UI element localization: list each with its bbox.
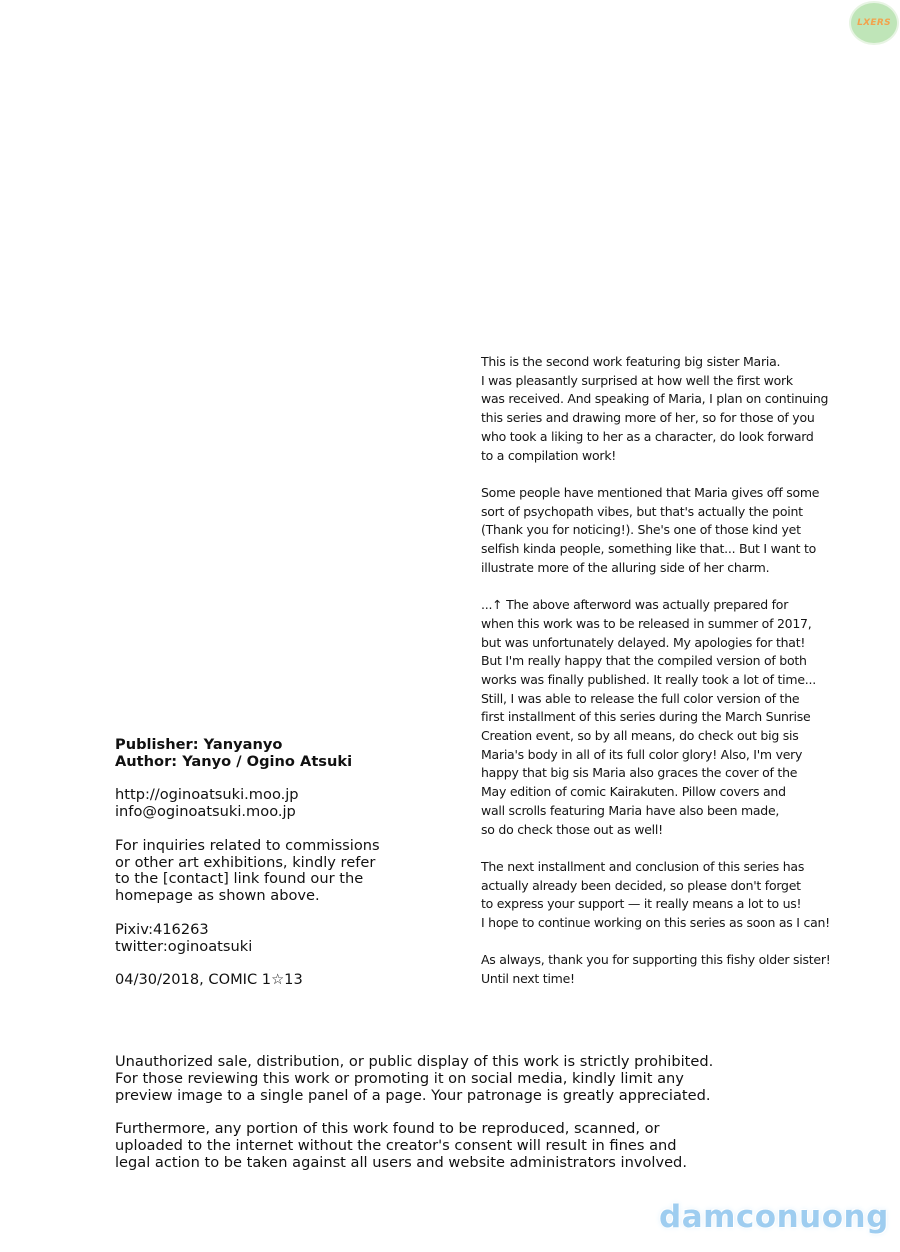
contact-block [115, 787, 435, 821]
afterword-line: The next installment and conclusion of this series has [481, 858, 805, 874]
inquiry-block [115, 838, 435, 905]
date-block [115, 972, 435, 989]
site-logo-text: LXERS [857, 18, 891, 28]
email-link[interactable]: info@oginoatsuki.moo.jp [115, 803, 296, 821]
afterword-line: Still, I was able to release the full color version of the [481, 690, 800, 706]
afterword-line: Some people have mentioned that Maria gives off some [481, 484, 820, 500]
afterword-line: Maria's body in all of its full color glory! Also, I'm very [481, 746, 803, 762]
site-logo-badge [851, 3, 897, 43]
afterword-line: sort of psychopath vibes, but that's actually the point [481, 503, 803, 519]
publisher-label: Publisher: Yanyanyo [115, 736, 283, 753]
notice-line: Furthermore, any portion of this work found to be reproduced, scanned, or [115, 1120, 660, 1138]
release-date: 04/30/2018, COMIC 1☆13 [115, 971, 303, 989]
social-block [115, 922, 435, 956]
notice-line: preview image to a single panel of a page. Your patronage is greatly appreciated. [115, 1086, 711, 1104]
afterword-line: illustrate more of the alluring side of her charm. [481, 559, 770, 575]
afterword-line: to a compilation work! [481, 447, 617, 463]
afterword-line: so do check those out as well! [481, 821, 663, 837]
afterword-line: ...↑ The above afterword was actually prepared for [481, 597, 789, 613]
afterword-line: when this work was to be released in summer of 2017, [481, 615, 812, 631]
notice-paragraph [115, 1121, 815, 1171]
afterword-paragraph [481, 858, 896, 933]
afterword-line: to express your support — it really means a lot to us! [481, 896, 802, 912]
author-label: Author: Yanyo / Ogino Atsuki [115, 752, 353, 770]
afterword-section [481, 353, 896, 1008]
afterword-line: selfish kinda people, something like that... But I want to [481, 541, 817, 557]
inquiry-line: to the [contact] link found our the [115, 870, 364, 888]
site-watermark: damconuong [659, 1199, 889, 1235]
afterword-line: Creation event, so by all means, do check out big sis [481, 728, 799, 744]
afterword-line: works was finally published. It really took a lot of time... [481, 671, 816, 687]
twitter-handle: twitter:oginoatsuki [115, 937, 253, 955]
notice-paragraph [115, 1054, 815, 1104]
afterword-paragraph [481, 484, 896, 578]
afterword-line: was received. And speaking of Maria, I plan on continuing [481, 391, 829, 407]
inquiry-line: homepage as shown above. [115, 887, 320, 905]
afterword-line: (Thank you for noticing!). She's one of those kind yet [481, 522, 801, 538]
notice-line: legal action to be taken against all users and website administrators involved. [115, 1153, 687, 1171]
afterword-line: But I'm really happy that the compiled version of both [481, 653, 807, 669]
afterword-line: This is the second work featuring big sister Maria. [481, 354, 781, 369]
notice-line: uploaded to the internet without the creator's consent will result in fines and [115, 1136, 677, 1154]
notice-line: For those reviewing this work or promoting it on social media, kindly limit any [115, 1069, 684, 1087]
afterword-line: actually already been decided, so please don't forget [481, 877, 801, 893]
inquiry-line: or other art exhibitions, kindly refer [115, 853, 376, 871]
inquiry-line: For inquiries related to commissions [115, 836, 380, 854]
afterword-line: I was pleasantly surprised at how well the first work [481, 372, 793, 388]
copyright-notice [115, 1054, 815, 1188]
website-link[interactable]: http://oginoatsuki.moo.jp [115, 786, 299, 804]
afterword-line: May edition of comic Kairakuten. Pillow covers and [481, 784, 786, 800]
afterword-line: wall scrolls featuring Maria have also been made, [481, 802, 780, 818]
pixiv-id: Pixiv:416263 [115, 920, 209, 938]
afterword-line: but was unfortunately delayed. My apologies for that! [481, 634, 806, 650]
afterword-line: first installment of this series during the March Sunrise [481, 709, 811, 725]
afterword-paragraph [481, 353, 896, 465]
afterword-paragraph [481, 596, 896, 839]
afterword-line: happy that big sis Maria also graces the cover of the [481, 765, 798, 781]
afterword-line: I hope to continue working on this series as soon as I can! [481, 915, 830, 931]
credits-block [115, 737, 435, 771]
afterword-line: who took a liking to her as a character, do look forward [481, 428, 814, 444]
publisher-info [115, 737, 435, 1006]
afterword-paragraph [481, 951, 896, 988]
afterword-line: Until next time! [481, 971, 575, 987]
notice-line: Unauthorized sale, distribution, or public display of this work is strictly prohibited. [115, 1053, 714, 1070]
afterword-line: this series and drawing more of her, so for those of you [481, 410, 815, 426]
afterword-line: As always, thank you for supporting this fishy older sister! [481, 952, 831, 968]
